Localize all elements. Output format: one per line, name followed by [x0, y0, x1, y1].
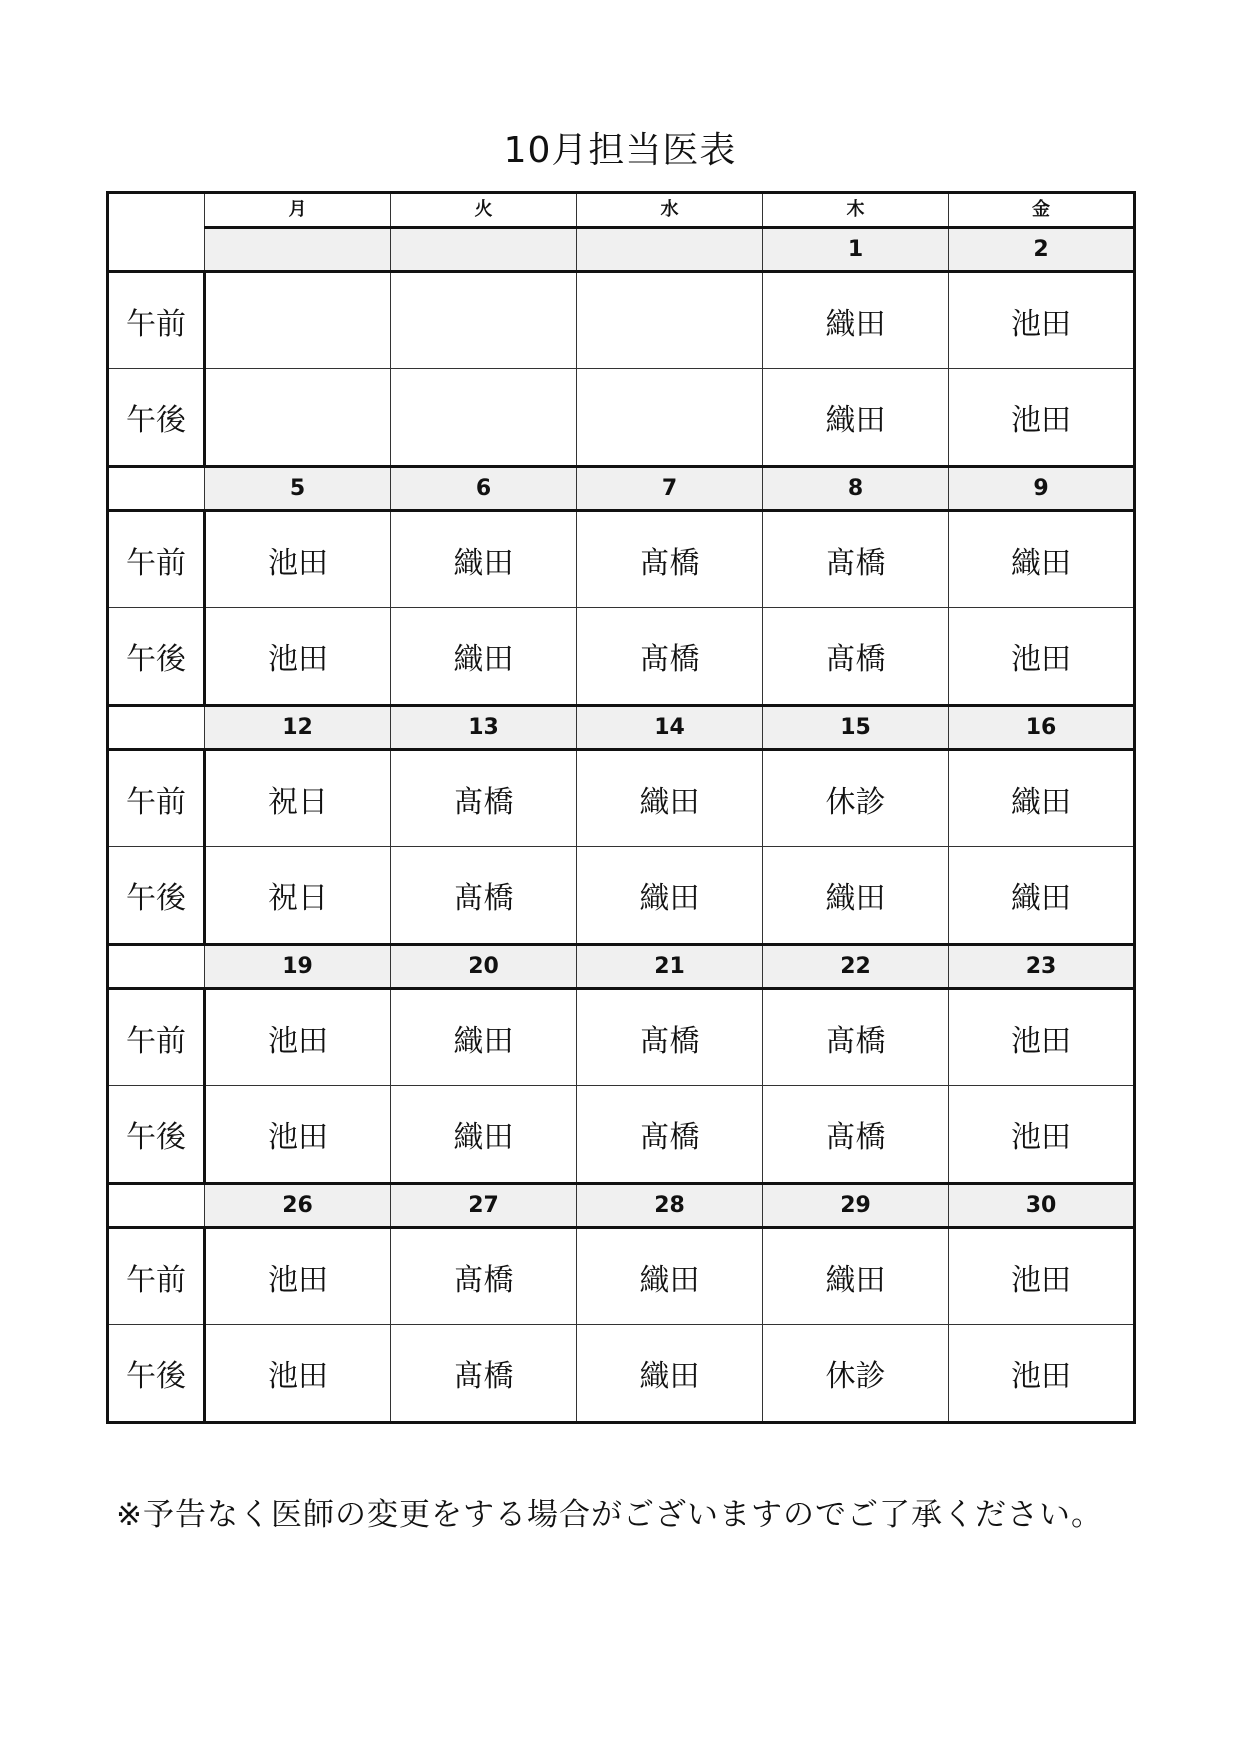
date-row-label-blank	[108, 945, 205, 989]
pm-label: 午後	[108, 847, 205, 945]
date-row-label-blank	[108, 467, 205, 511]
doctor-cell: 池田	[205, 1228, 391, 1325]
doctor-cell	[391, 369, 577, 467]
date-cell: 8	[763, 467, 949, 511]
doctor-cell: 祝日	[205, 750, 391, 847]
doctor-cell: 髙橋	[577, 1086, 763, 1184]
date-row-week-5	[108, 1184, 1135, 1228]
doctor-cell: 髙橋	[391, 847, 577, 945]
date-row-label-blank	[108, 706, 205, 750]
date-row-week-3	[108, 706, 1135, 750]
doctor-cell: 髙橋	[577, 511, 763, 608]
am-label: 午前	[108, 511, 205, 608]
pm-label: 午後	[108, 1325, 205, 1423]
notice-text: ※予告なく医師の変更をする場合がございますのでご了承ください。	[116, 1497, 1103, 1533]
date-cell: 20	[391, 945, 577, 989]
date-cell	[577, 228, 763, 272]
doctor-cell: 織田	[949, 511, 1135, 608]
doctor-cell: 池田	[949, 1325, 1135, 1423]
date-cell: 1	[763, 228, 949, 272]
date-cell: 5	[205, 467, 391, 511]
date-cell	[205, 228, 391, 272]
doctor-cell: 織田	[391, 608, 577, 706]
doctor-cell: 織田	[391, 1086, 577, 1184]
doctor-cell: 織田	[391, 989, 577, 1086]
doctor-cell	[205, 369, 391, 467]
doctor-cell: 髙橋	[391, 1228, 577, 1325]
doctor-cell: 髙橋	[391, 1325, 577, 1423]
doctor-cell: 織田	[763, 1228, 949, 1325]
doctor-cell: 織田	[949, 750, 1135, 847]
weekday-mon: 月	[205, 193, 391, 228]
date-cell: 21	[577, 945, 763, 989]
am-label: 午前	[108, 272, 205, 369]
am-row-week-3	[108, 750, 1135, 847]
doctor-cell: 織田	[949, 847, 1135, 945]
doctor-cell: 織田	[763, 272, 949, 369]
date-row-week-4	[108, 945, 1135, 989]
weekday-tue: 火	[391, 193, 577, 228]
am-row-week-4	[108, 989, 1135, 1086]
date-cell: 2	[949, 228, 1135, 272]
date-row-week-1	[108, 228, 1135, 272]
date-cell: 16	[949, 706, 1135, 750]
doctor-cell: 織田	[763, 369, 949, 467]
page-title: 10月担当医表	[503, 130, 737, 171]
doctor-cell: 織田	[391, 511, 577, 608]
doctor-cell: 髙橋	[577, 989, 763, 1086]
pm-row-week-5	[108, 1325, 1135, 1423]
doctor-cell	[391, 272, 577, 369]
date-cell	[391, 228, 577, 272]
doctor-cell: 織田	[763, 847, 949, 945]
doctor-cell: 髙橋	[763, 608, 949, 706]
date-row-label-blank	[108, 1184, 205, 1228]
doctor-cell: 池田	[205, 608, 391, 706]
doctor-cell: 池田	[949, 1228, 1135, 1325]
date-cell: 7	[577, 467, 763, 511]
doctor-cell: 池田	[949, 369, 1135, 467]
corner-cell	[108, 193, 205, 272]
date-row-week-2	[108, 467, 1135, 511]
am-label: 午前	[108, 989, 205, 1086]
date-cell: 22	[763, 945, 949, 989]
doctor-cell: 髙橋	[577, 608, 763, 706]
pm-label: 午後	[108, 608, 205, 706]
doctor-schedule-table	[106, 191, 1136, 1424]
weekday-header-row	[108, 193, 1135, 228]
doctor-cell: 池田	[205, 511, 391, 608]
date-cell: 30	[949, 1184, 1135, 1228]
pm-row-week-1	[108, 369, 1135, 467]
doctor-cell: 織田	[577, 1325, 763, 1423]
am-row-week-2	[108, 511, 1135, 608]
date-cell: 28	[577, 1184, 763, 1228]
doctor-cell: 織田	[577, 1228, 763, 1325]
doctor-cell	[577, 369, 763, 467]
date-cell: 29	[763, 1184, 949, 1228]
date-cell: 6	[391, 467, 577, 511]
date-cell: 14	[577, 706, 763, 750]
doctor-cell: 織田	[577, 847, 763, 945]
weekday-wed: 水	[577, 193, 763, 228]
doctor-cell: 髙橋	[763, 1086, 949, 1184]
am-label: 午前	[108, 1228, 205, 1325]
weekday-fri: 金	[949, 193, 1135, 228]
doctor-cell: 池田	[205, 1086, 391, 1184]
date-cell: 9	[949, 467, 1135, 511]
date-cell: 13	[391, 706, 577, 750]
pm-label: 午後	[108, 369, 205, 467]
am-row-week-5	[108, 1228, 1135, 1325]
date-cell: 12	[205, 706, 391, 750]
doctor-cell: 祝日	[205, 847, 391, 945]
doctor-cell: 池田	[205, 989, 391, 1086]
date-cell: 15	[763, 706, 949, 750]
date-cell: 26	[205, 1184, 391, 1228]
am-row-week-1	[108, 272, 1135, 369]
date-cell: 27	[391, 1184, 577, 1228]
doctor-cell: 池田	[949, 272, 1135, 369]
doctor-cell: 池田	[949, 1086, 1135, 1184]
doctor-cell: 髙橋	[763, 511, 949, 608]
pm-row-week-2	[108, 608, 1135, 706]
doctor-cell: 池田	[949, 608, 1135, 706]
doctor-cell: 織田	[577, 750, 763, 847]
weekday-thu: 木	[763, 193, 949, 228]
date-cell: 19	[205, 945, 391, 989]
doctor-cell: 池田	[949, 989, 1135, 1086]
pm-row-week-3	[108, 847, 1135, 945]
doctor-cell: 髙橋	[763, 989, 949, 1086]
doctor-cell: 髙橋	[391, 750, 577, 847]
doctor-cell: 池田	[205, 1325, 391, 1423]
pm-row-week-4	[108, 1086, 1135, 1184]
doctor-cell: 休診	[763, 1325, 949, 1423]
doctor-cell: 休診	[763, 750, 949, 847]
doctor-cell	[577, 272, 763, 369]
pm-label: 午後	[108, 1086, 205, 1184]
doctor-cell	[205, 272, 391, 369]
am-label: 午前	[108, 750, 205, 847]
date-cell: 23	[949, 945, 1135, 989]
